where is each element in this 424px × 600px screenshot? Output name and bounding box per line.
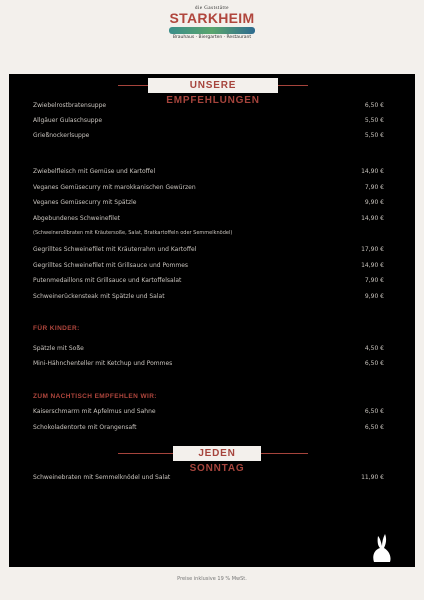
menu-item	[33, 291, 384, 302]
menu-item-price: 7,90 €	[364, 183, 384, 191]
menu-item-name: Abgebundenes Schweinefilet	[33, 214, 121, 222]
sunday-banner: JEDEN SONNTAG	[173, 446, 261, 461]
menu-item	[33, 115, 384, 126]
menu-item-name: Gegrilltes Schweinefilet mit Kräuterrahm und Kartoffel	[33, 246, 197, 253]
menu-item-name: Spätzle mit Soße	[33, 345, 84, 352]
menu-item	[33, 228, 384, 239]
menu-item-name: Grießnockerlsuppe	[33, 132, 90, 139]
logo-subtitle: Brauhaus · Biergarten · Restaurant	[172, 35, 252, 40]
menu-item-name: Schokoladentorte mit Orangensaft	[33, 424, 137, 431]
restaurant-logo	[165, 6, 259, 72]
menu-item-price: 5,50 €	[364, 132, 384, 139]
menu-item-price: 6,50 €	[364, 360, 384, 367]
menu-item-price: 9,90 €	[364, 292, 384, 300]
menu-item-price: 11,90 €	[361, 474, 384, 481]
menu-item	[33, 275, 384, 286]
menu-item-name: Allgäuer Gulaschsuppe	[33, 117, 103, 124]
menu-item	[33, 406, 384, 417]
menu-item-price: 5,50 €	[364, 117, 384, 124]
menu-item	[33, 197, 384, 208]
sunday-rule-left	[118, 453, 173, 454]
menu-item	[33, 166, 384, 177]
logo-landscape-band	[169, 27, 255, 34]
menu-item-price: 14,90 €	[361, 214, 384, 222]
menu-item-price: 6,50 €	[364, 102, 384, 109]
menu-item	[33, 358, 384, 369]
menu-panel	[9, 74, 415, 567]
vat-footer: Preise inklusive 19 % MwSt.	[177, 576, 247, 582]
menu-item-name: Veganes Gemüsecurry mit Spätzle	[33, 199, 137, 207]
menu-item-name: (Schweinerollbraten mit Kräutersoße, Salat, Bratkartoffeln oder Semmelknödel)	[33, 230, 233, 237]
menu-item-name: Kaiserschmarrn mit Apfelmus und Sahne	[33, 408, 156, 415]
menu-item	[33, 260, 384, 271]
menu-item-name: Veganes Gemüsecurry mit marokkanischen Gewürzen	[33, 183, 196, 191]
menu-item-price: 6,50 €	[364, 408, 384, 415]
rabbit-icon	[366, 532, 396, 564]
menu-item-price: 4,50 €	[364, 345, 384, 352]
menu-item-name: Zwiebelfleisch mit Gemüse und Kartoffel	[33, 168, 156, 175]
menu-item-price: 9,90 €	[364, 199, 384, 207]
dessert-section-title: ZUM NACHTISCH EMPFEHLEN WIR:	[33, 393, 157, 400]
menu-item-price: 17,90 €	[361, 246, 384, 253]
menu-item	[33, 130, 384, 141]
menu-item-price: 7,90 €	[364, 277, 384, 285]
menu-item	[33, 422, 384, 433]
menu-item	[33, 472, 384, 483]
logo-brand: STARKHEIM	[169, 10, 255, 26]
menu-item-price: 6,50 €	[364, 424, 384, 431]
recommendations-banner: UNSERE EMPFEHLUNGEN	[148, 78, 278, 93]
banner-rule-right	[278, 85, 308, 86]
menu-item	[33, 100, 384, 111]
menu-item-name: Mini-Hähnchenteller mit Ketchup und Pommes	[33, 360, 173, 367]
banner-rule-left	[118, 85, 148, 86]
menu-item-name: Schweinerückensteak mit Spätzle und Salat	[33, 292, 165, 300]
menu-item	[33, 182, 384, 193]
sunday-rule-right	[261, 453, 308, 454]
kids-section-title: FÜR KINDER:	[33, 325, 80, 332]
menu-item-name: Gegrilltes Schweinefilet mit Grillsauce und Pommes	[33, 261, 189, 269]
menu-item-name: Putenmedaillons mit Grillsauce und Kartoffelsalat	[33, 277, 182, 285]
menu-item	[33, 213, 384, 224]
menu-item-name: Schweinebraten mit Semmelknödel und Salat	[33, 474, 171, 481]
menu-item-name: Zwiebelrostbratensuppe	[33, 102, 107, 109]
menu-item-price: 14,90 €	[361, 261, 384, 269]
menu-item	[33, 343, 384, 354]
menu-item	[33, 244, 384, 255]
logo-tagline: die Gaststätte	[194, 6, 230, 11]
menu-item-price: 14,90 €	[361, 168, 384, 175]
